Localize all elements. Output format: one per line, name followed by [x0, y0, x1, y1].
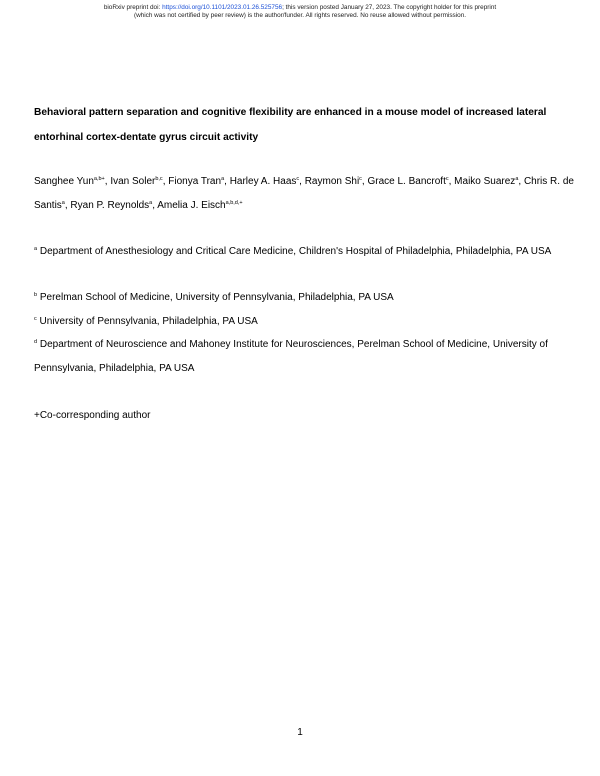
- author: Harley A. Haas$^c$,: [229, 176, 305, 187]
- preprint-banner-line1: bioRxiv preprint doi: https://doi.org/10.1101/2023.01.26.525756; this version posted January 27, 2023. The copyright holder for this preprint: [103, 4, 497, 11]
- author: Maiko Suarez$^a$,: [454, 176, 524, 187]
- author: Chris R. de Santis$^a$,: [34, 176, 574, 211]
- author: Fionya Tran$^a$,: [168, 176, 230, 187]
- preprint-banner-line2: (which was not certified by peer review) is the author/funder. All rights reserved. No reuse allowed without permission.: [133, 12, 467, 19]
- author: Sanghee Yun$^{a,b+}$,: [34, 176, 111, 187]
- author: Grace L. Bancroft$^c$,: [367, 176, 455, 187]
- author: Raymon Shi$^c$,: [304, 176, 368, 187]
- corresponding-author-note: +Co-corresponding author: [34, 410, 151, 421]
- paper-title: Behavioral pattern separation and cognitive flexibility are enhanced in a mouse model of increased lateral entorhinal cortex-dentate gyrus circuit activity: [34, 107, 547, 143]
- affiliation-d: $^d$ Department of Neuroscience and Mahoney Institute for Neurosciences, Perelman School of Medicine, University of Pennsylvania, Philadelphia, PA USA: [34, 339, 548, 374]
- author: Ivan Soler$^{b,c}$,: [110, 176, 169, 187]
- affiliation-a: $^a$ Department of Anesthesiology and Critical Care Medicine, Children's Hospital of Philadelphia, Philadelphia, PA USA: [34, 246, 552, 257]
- author: Ryan P. Reynolds$^a$,: [70, 200, 158, 211]
- affiliation-c: $^c$ University of Pennsylvania, Philadelphia, PA USA: [34, 316, 258, 327]
- preprint-banner: [0, 4, 600, 20]
- page-number: 1: [297, 727, 303, 738]
- affiliation-b: $^b$ Perelman School of Medicine, University of Pennsylvania, Philadelphia, PA USA: [34, 292, 394, 303]
- doi-link[interactable]: https://doi.org/10.1101/2023.01.26.525756: [162, 4, 283, 11]
- author: Amelia J. Eisch$^{a,b,d,+}$: [157, 200, 243, 211]
- author-list: [34, 170, 574, 218]
